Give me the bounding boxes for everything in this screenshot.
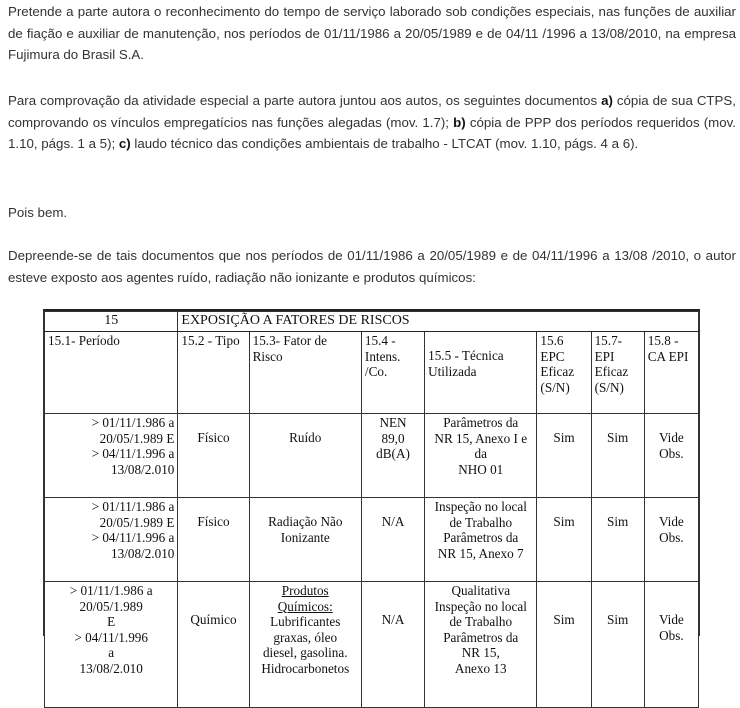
tecnica-line: NR 15, Anexo I e [434, 430, 528, 446]
fator-line: Radiação Não [268, 514, 343, 529]
section-title: EXPOSIÇÃO A FATORES DE RISCOS [178, 312, 699, 332]
periodo-line: 13/08/2.010 [111, 461, 175, 477]
tecnica-line: Inspeção no local [434, 499, 527, 514]
cell-periodo [45, 498, 178, 582]
cell-periodo [45, 414, 178, 498]
header-ca: 15.8 - CA EPI [644, 332, 698, 414]
paragraph-evidence [8, 90, 736, 155]
cell-ca [644, 498, 698, 582]
periodo-line: 20/05/1.989 E [99, 430, 175, 446]
tecnica-line: NR 15, [461, 645, 500, 660]
cell-tipo: Físico [178, 414, 249, 498]
evidence-intro: Para comprovação da atividade especial a parte autora juntou aos autos, os seguintes documentos [8, 93, 602, 108]
cell-epc: Sim [537, 498, 591, 582]
section-number: 15 [45, 312, 178, 332]
cell-intens: N/A [361, 498, 424, 582]
tecnica-line: de Trabalho [449, 614, 513, 629]
table-header-row [45, 332, 699, 414]
ca-line: Vide [658, 514, 684, 529]
intens-line: dB(A) [376, 446, 410, 461]
cell-tecnica [425, 582, 537, 708]
tecnica-line: NR 15, Anexo 7 [437, 545, 524, 561]
table-row [45, 582, 699, 708]
table-row [45, 498, 699, 582]
cell-intens [361, 414, 424, 498]
cell-intens: N/A [361, 582, 424, 708]
risk-exposure-table [44, 311, 699, 708]
item-c-text: laudo técnico das condições ambientais de trabalho - LTCAT (mov. 1.10, págs. 4 a 6). [130, 136, 639, 152]
cell-epi: Sim [591, 414, 644, 498]
cell-tecnica [425, 414, 537, 498]
periodo-line: > 01/11/1.986 a [91, 499, 175, 514]
ca-line: Vide [658, 430, 684, 445]
header-tipo: 15.2 - Tipo [178, 332, 249, 414]
item-b-text: cópia de PPP dos períodos requeridos (mov. 1.10, págs. 1 a 5); [8, 114, 736, 152]
ca-line: Obs. [659, 445, 684, 461]
item-a-label: a) [601, 93, 613, 108]
cell-epc: Sim [537, 414, 591, 498]
cell-epi: Sim [591, 498, 644, 582]
fator-line: Produtos [281, 583, 329, 598]
tecnica-line: de Trabalho [449, 514, 513, 530]
fator-line: graxas, óleo [273, 629, 338, 645]
periodo-line: 20/05/1.989 E [99, 514, 175, 530]
header-epc: 15.6 EPC Eficaz (S/N) [537, 332, 591, 414]
header-fator: 15.3- Fator de Risco [249, 332, 361, 414]
cell-fator [249, 498, 361, 582]
cell-ca [644, 414, 698, 498]
tecnica-line: Parâmetros da [443, 629, 519, 645]
ca-line: Vide [658, 612, 684, 627]
paragraph-pois-bem: Pois bem. [8, 205, 68, 220]
periodo-line: a [108, 645, 115, 660]
tecnica-line: Anexo 13 [454, 660, 507, 676]
cell-fator [249, 582, 361, 708]
paragraph-exposure: Depreende-se de tais documentos que nos períodos de 01/11/1986 a 20/05/1989 e de 04/11/1996 a 13/08 /2010, o autor esteve exposto aos agentes ruído, radiação não ionizante e produtos químicos: [8, 248, 736, 285]
fator-line: Ionizante [280, 529, 330, 545]
fator-line: Lubrificantes [270, 614, 341, 629]
header-intens: 15.4 - Intens. /Co. [361, 332, 424, 414]
periodo-line: 13/08/2.010 [111, 545, 175, 561]
tecnica-line: Parâmetros da [443, 415, 519, 430]
intens-line: NEN [379, 415, 407, 430]
periodo-line: > 04/11/1.996 a [91, 530, 175, 545]
paragraph-request: Pretende a parte autora o reconhecimento do tempo de serviço laborado sob condições especiais, nas funções de auxiliar de fiação e auxiliar de manutenção, nos períodos de 01/11/1986 a 20/05/1989 e de 04/11 /1996 a 13/08/2010, na empresa Fujimura do Brasil S.A. [8, 4, 736, 63]
periodo-line: > 04/11/1.996 [74, 629, 148, 645]
ca-line: Obs. [659, 529, 684, 545]
cell-epc: Sim [537, 582, 591, 708]
periodo-line: > 01/11/1.986 a [91, 415, 175, 430]
table-row [45, 414, 699, 498]
periodo-line: 13/08/2.010 [79, 660, 143, 676]
header-tecnica: 15.5 - Técnica Utilizada [425, 332, 537, 414]
item-b-label: b) [453, 114, 466, 130]
tecnica-line: da [474, 446, 487, 461]
header-periodo: 15.1- Período [45, 332, 178, 414]
cell-epi: Sim [591, 582, 644, 708]
periodo-line: > 01/11/1.986 a [69, 583, 153, 598]
tecnica-line: NHO 01 [458, 461, 504, 477]
table-title-row [45, 312, 699, 332]
item-c-label: c) [118, 136, 131, 152]
periodo-line: 20/05/1.989 [79, 598, 143, 614]
cell-fator: Ruído [249, 414, 361, 498]
item-a-text: cópia de sua CTPS, comprovando os vínculos empregatícios nas funções alegadas (mov. 1.7); [8, 93, 736, 130]
tecnica-line: Qualitativa [451, 583, 511, 598]
header-epi: 15.7- EPI Eficaz (S/N) [591, 332, 644, 414]
scanned-risk-table-image [43, 309, 700, 676]
cell-tipo: Químico [178, 582, 249, 708]
fator-line: Químicos: [277, 598, 333, 614]
intens-line: 89,0 [381, 430, 405, 446]
cell-tipo: Físico [178, 498, 249, 582]
cell-periodo [45, 582, 178, 708]
tecnica-line: Parâmetros da [443, 530, 519, 545]
fator-line: diesel, gasolina. [262, 645, 348, 660]
cell-tecnica [425, 498, 537, 582]
ca-line: Obs. [659, 627, 684, 643]
tecnica-line: Inspeção no local [434, 598, 527, 614]
cell-ca [644, 582, 698, 708]
periodo-line: E [107, 614, 116, 629]
periodo-line: > 04/11/1.996 a [91, 446, 175, 461]
fator-line: Hidrocarbonetos [261, 660, 350, 676]
